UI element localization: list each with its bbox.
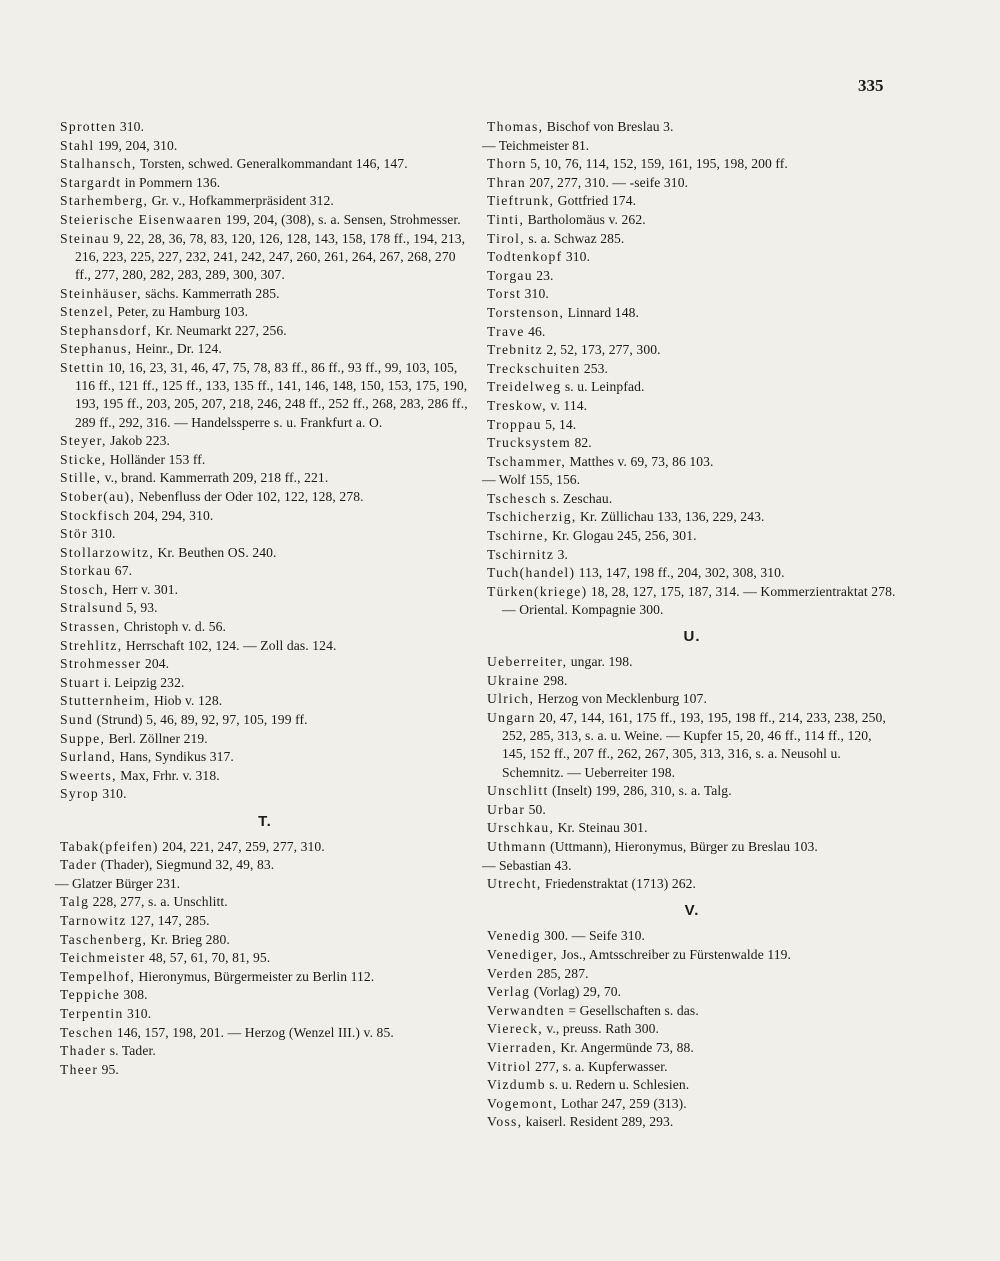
section-heading: V. — [684, 902, 700, 920]
index-entry — [487, 174, 897, 192]
index-references: 310. — [127, 1005, 152, 1021]
index-headword: Storkau — [60, 563, 112, 579]
index-entry — [487, 583, 897, 619]
index-references: Lothar 247, 259 (313). — [561, 1095, 687, 1111]
index-entry — [60, 785, 470, 803]
index-headword: Tader — [60, 857, 98, 873]
index-entry — [487, 323, 897, 341]
index-headword: Tieftrunk, — [487, 193, 555, 209]
index-references: 18, 28, 127, 175, 187, 314. — Kommerzientraktat 278. — Oriental. Kompagnie 300. — [502, 583, 896, 618]
index-references: Linnard 148. — [567, 304, 639, 320]
index-references: 127, 147, 285. — [130, 913, 210, 928]
index-references: Christoph v. d. 56. — [123, 619, 227, 635]
index-references: 204, 294, 310. — [133, 507, 214, 523]
index-headword: Strassen, — [60, 619, 121, 635]
index-headword: Torgau — [487, 267, 533, 283]
index-references: Kr. Brieg 280. — [150, 931, 230, 947]
index-references: Hans, Syndikus 317. — [119, 749, 234, 765]
index-subentry: — Teichmeister 81. — [482, 137, 590, 153]
index-headword: Syrop — [60, 786, 99, 802]
index-headword: Verwandten — [487, 1002, 565, 1018]
index-headword: Urschkau, — [487, 820, 555, 836]
index-references: (Vorlag) 29, 70. — [533, 984, 622, 1000]
index-headword: Voss, — [487, 1114, 523, 1130]
index-headword: Sprotten — [60, 119, 117, 134]
index-headword: Stober(au), — [60, 488, 136, 504]
index-references: Friedenstraktat (1713) 262. — [544, 876, 697, 892]
index-entry — [487, 285, 897, 303]
index-headword: Unschlitt — [487, 783, 549, 799]
index-references: 310. — [91, 526, 116, 542]
index-entry — [60, 562, 470, 580]
index-references: 310. — [119, 119, 145, 134]
index-headword: Stargardt — [60, 174, 122, 190]
index-entry — [60, 451, 470, 469]
index-entry — [487, 564, 897, 582]
index-headword: Ungarn — [487, 710, 536, 726]
index-headword: Verlag — [487, 984, 531, 1000]
index-headword: Terpentin — [60, 1005, 124, 1021]
index-headword: Troppau — [487, 416, 542, 432]
index-references: Peter, zu Hamburg 103. — [117, 304, 249, 320]
index-headword: Teschen — [60, 1024, 114, 1040]
index-references: Nebenfluss der Oder 102, 122, 128, 278. — [138, 488, 364, 504]
index-headword: Teichmeister — [60, 950, 146, 966]
index-references: Matthes v. 69, 73, 86 103. — [569, 453, 714, 469]
index-references: 5, 93. — [126, 600, 158, 616]
index-headword: Vogemont, — [487, 1095, 558, 1111]
index-references: 204. — [144, 656, 170, 672]
index-headword: Tuch(handel) — [487, 565, 576, 581]
index-headword: Stephanus, — [60, 341, 133, 357]
index-references: 48, 57, 61, 70, 81, 95. — [149, 950, 271, 966]
index-subentry: — Sebastian 43. — [482, 857, 572, 873]
index-references: v., preuss. Rath 300. — [546, 1021, 660, 1037]
index-headword: Thran — [487, 174, 526, 190]
index-entry — [60, 469, 470, 487]
index-references: 67. — [114, 563, 133, 579]
index-references: i. Leipzig 232. — [103, 674, 185, 690]
index-entry — [487, 1039, 897, 1057]
index-references: Herzog von Mecklenburg 107. — [537, 691, 707, 707]
index-references: 308. — [123, 987, 148, 1003]
index-column-right — [482, 118, 897, 1132]
index-subentry: — Wolf 155, 156. — [482, 472, 580, 488]
index-references: 5, 10, 76, 114, 152, 159, 161, 195, 198, 200 ff. — [530, 156, 788, 172]
index-column-left — [55, 118, 470, 1079]
index-entry — [487, 527, 897, 545]
index-entry — [60, 303, 470, 321]
index-references: s. u. Redern u. Schlesien. — [549, 1077, 690, 1093]
index-headword: Stettin — [60, 359, 105, 375]
index-references: 310. — [102, 786, 127, 802]
index-entry — [487, 192, 897, 210]
index-headword: Sund — [60, 712, 94, 728]
index-entry — [60, 599, 470, 617]
index-references: 253. — [583, 360, 609, 376]
index-headword: Uthmann — [487, 839, 547, 855]
index-entry — [60, 931, 470, 949]
index-entry — [487, 1002, 897, 1020]
index-headword: Ukraine — [487, 672, 540, 688]
index-headword: Utrecht, — [487, 876, 542, 892]
index-references: Jos., Amtsschreiber zu Fürstenwalde 119. — [561, 947, 792, 962]
index-references: Herrschaft 102, 124. — Zoll das. 124. — [125, 637, 337, 653]
index-entry — [60, 730, 470, 748]
index-entry — [60, 322, 470, 340]
index-entry — [487, 838, 897, 856]
index-entry — [60, 525, 470, 543]
index-references: (Inselt) 199, 286, 310, s. a. Talg. — [551, 783, 732, 799]
index-references: Hieronymus, Bürgermeister zu Berlin 112. — [138, 968, 375, 984]
index-entry — [60, 637, 470, 655]
index-headword: Sticke, — [60, 451, 107, 467]
index-entry — [60, 986, 470, 1004]
index-references: 2, 52, 173, 277, 300. — [546, 342, 661, 358]
index-headword: Surland, — [60, 749, 117, 765]
index-entry — [60, 1005, 470, 1023]
index-references: Bischof von Breslau 3. — [546, 119, 674, 134]
index-references: Heinr., Dr. 124. — [135, 341, 222, 357]
index-headword: Talg — [60, 894, 90, 910]
index-references: Hiob v. 128. — [153, 693, 223, 709]
index-headword: Tschesch — [487, 490, 548, 506]
index-entry — [487, 508, 897, 526]
index-headword: Suppe, — [60, 730, 106, 746]
index-entry — [60, 488, 470, 506]
index-entry — [60, 912, 470, 930]
index-entry — [60, 748, 470, 766]
index-headword: Torstenson, — [487, 304, 565, 320]
index-headword: Vierraden, — [487, 1039, 557, 1055]
index-headword: Tinti, — [487, 211, 525, 227]
index-references: Kr. Angermünde 73, 88. — [560, 1039, 694, 1055]
index-headword: Stralsund — [60, 600, 124, 616]
index-references: in Pommern 136. — [124, 174, 221, 190]
index-entry — [60, 949, 470, 967]
index-entry — [487, 801, 897, 819]
index-references: Kr. Glogau 245, 256, 301. — [552, 528, 697, 544]
index-entry — [487, 304, 897, 322]
index-entry — [487, 490, 897, 508]
index-references: 20, 47, 144, 161, 175 ff., 193, 195, 198 ff., 214, 233, 238, 250, 252, 285, 313, s. a. u. Weine. — Kupfer 15, 20, 46 ff., 114 ff., 120, 145, 152 ff., 207 ff., 262, 267, 305, 313, 316, s. a. Neusohl u. Schemnitz. — Ueberreiter 198. — [502, 710, 886, 780]
index-references: 46. — [528, 323, 546, 339]
index-references: Holländer 153 ff. — [109, 451, 206, 467]
index-entry — [487, 690, 897, 708]
index-references: Gottfried 174. — [557, 193, 637, 209]
index-entry — [487, 155, 897, 173]
index-references: 146, 157, 198, 201. — Herzog (Wenzel III.) v. 85. — [116, 1024, 394, 1040]
index-entry — [60, 581, 470, 599]
index-references: s. Tader. — [109, 1043, 156, 1059]
index-entry — [60, 137, 470, 155]
index-entry — [60, 618, 470, 636]
index-headword: Tschicherzig, — [487, 509, 577, 525]
index-headword: Stutternheim, — [60, 693, 151, 709]
index-references: 298. — [543, 672, 568, 688]
index-entry — [487, 819, 897, 837]
index-references: 285, 287. — [536, 965, 589, 981]
index-entry — [60, 211, 470, 229]
index-entry — [60, 767, 470, 785]
section-heading: T. — [258, 812, 272, 830]
index-references: (Strund) 5, 46, 89, 92, 97, 105, 199 ff. — [96, 712, 308, 728]
index-headword: Stenzel, — [60, 304, 114, 320]
index-entry — [487, 1095, 897, 1113]
index-references: Kr. Neumarkt 227, 256. — [155, 322, 287, 338]
index-headword: Tschammer, — [487, 453, 567, 469]
index-references: Herr v. 301. — [112, 581, 179, 597]
index-entry — [487, 397, 897, 415]
index-references: s. u. Leinpfad. — [564, 379, 645, 395]
index-entry — [487, 1058, 897, 1076]
index-headword: Theer — [60, 1061, 99, 1077]
index-entry — [60, 174, 470, 192]
index-entry — [487, 653, 897, 671]
index-headword: Tschirne, — [487, 528, 549, 544]
index-references: 310. — [565, 249, 591, 265]
index-headword: Torst — [487, 286, 522, 302]
index-entry — [60, 838, 470, 856]
index-entry — [487, 965, 897, 983]
index-entry — [60, 893, 470, 911]
index-headword: Strohmesser — [60, 656, 142, 672]
index-references: Kr. Beuthen OS. 240. — [157, 544, 277, 560]
index-entry — [487, 875, 897, 893]
index-references: 204, 221, 247, 259, 277, 310. — [162, 838, 325, 854]
index-headword: Stuart — [60, 674, 101, 690]
index-entry — [487, 1076, 897, 1094]
index-references: Berl. Zöllner 219. — [108, 730, 208, 746]
index-entry — [60, 1024, 470, 1042]
index-headword: Urbar — [487, 801, 526, 817]
index-headword: Steinhäuser, — [60, 285, 142, 301]
index-references: 50. — [528, 801, 546, 817]
index-references: 10, 16, 23, 31, 46, 47, 75, 78, 83 ff., 86 ff., 93 ff., 99, 103, 105, 116 ff., 121 ff., 125 ff., 133, 135 ff., 141, 146, 148, 150, 153, 175, 190, 193, 195 ff., 203, 205, 207, 218, 246, 248 ff., 252 ff., 268, 283, 286 ff., 289 ff., 292, 316. — Handelssperre s. u. Frankfurt a. O. — [75, 359, 468, 430]
index-references: 82. — [574, 435, 592, 451]
index-references: Bartholomäus v. 262. — [527, 211, 646, 227]
index-headword: Venediger, — [487, 947, 558, 962]
index-headword: Strehlitz, — [60, 637, 123, 653]
index-headword: Stosch, — [60, 581, 109, 597]
index-headword: Treidelweg — [487, 379, 562, 395]
index-headword: Stalhansch, — [60, 156, 137, 172]
index-references: 199, 204, 310. — [97, 137, 178, 153]
index-entry — [60, 692, 470, 710]
index-headword: Steinau — [60, 230, 110, 246]
index-entry — [60, 655, 470, 673]
index-references: v. 114. — [550, 397, 588, 413]
index-entry — [60, 856, 470, 874]
index-references: 3. — [557, 546, 568, 562]
index-entry — [487, 546, 897, 564]
index-entry — [487, 672, 897, 690]
index-subentry: — Glatzer Bürger 231. — [55, 875, 181, 891]
index-headword: Trebnitz — [487, 342, 543, 358]
index-headword: Tschirnitz — [487, 546, 555, 562]
index-entry — [487, 416, 897, 434]
index-entry — [487, 709, 897, 782]
index-headword: Stephansdorf, — [60, 322, 153, 338]
index-references: s. Zeschau. — [550, 490, 613, 506]
index-entry — [487, 434, 897, 452]
index-entry — [487, 946, 897, 964]
index-entry — [487, 378, 897, 396]
index-entry — [487, 1113, 897, 1131]
index-entry — [487, 211, 897, 229]
index-entry — [487, 1020, 897, 1038]
index-headword: Türken(kriege) — [487, 583, 588, 599]
index-references: ungar. 198. — [570, 654, 633, 670]
index-entry — [60, 155, 470, 173]
index-entry — [60, 968, 470, 986]
index-references: sächs. Kammerrath 285. — [145, 285, 280, 301]
index-references: 23. — [536, 267, 554, 283]
index-headword: Thorn — [487, 156, 527, 172]
index-entry — [487, 248, 897, 266]
index-headword: Stollarzowitz, — [60, 544, 155, 560]
index-references: Max, Frhr. v. 318. — [120, 767, 220, 783]
index-headword: Tabak(pfeifen) — [60, 838, 159, 854]
index-entry — [60, 711, 470, 729]
index-references: 9, 22, 28, 36, 78, 83, 120, 126, 128, 143, 158, 178 ff., 194, 213, 216, 223, 225, 227, 232, 241, 242, 247, 260, 261, 264, 267, 268, 270 ff., 277, 280, 282, 283, 289, 300, 307. — [75, 230, 466, 282]
index-headword: Venedig — [487, 928, 541, 944]
index-references: 300. — Seife 310. — [544, 928, 646, 944]
index-headword: Stockfisch — [60, 507, 131, 523]
index-entry — [60, 432, 470, 450]
index-headword: Steyer, — [60, 433, 107, 449]
index-headword: Todtenkopf — [487, 249, 563, 265]
index-headword: Tarnowitz — [60, 913, 127, 928]
index-headword: Trave — [487, 323, 525, 339]
index-entry — [60, 340, 470, 358]
index-references: 113, 147, 198 ff., 204, 302, 308, 310. — [578, 565, 785, 581]
index-headword: Vitriol — [487, 1058, 532, 1074]
index-references: Torsten, schwed. Generalkommandant 146, 147. — [140, 156, 408, 172]
index-entry — [60, 359, 470, 432]
index-headword: Thader — [60, 1043, 107, 1059]
index-headword: Sweerts, — [60, 767, 117, 783]
page-number: 335 — [858, 76, 884, 95]
index-entry — [487, 983, 897, 1001]
index-references: kaiserl. Resident 289, 293. — [525, 1114, 674, 1130]
index-headword: Tempelhof, — [60, 968, 136, 984]
index-entry — [60, 285, 470, 303]
index-headword: Ulrich, — [487, 691, 535, 707]
index-entry — [487, 927, 897, 945]
index-headword: Thomas, — [487, 119, 544, 134]
index-entry — [60, 507, 470, 525]
index-references: 310. — [524, 286, 549, 302]
index-headword: Verden — [487, 965, 534, 981]
index-references: 5, 14. — [545, 416, 577, 432]
index-entry — [487, 341, 897, 359]
index-entry — [60, 544, 470, 562]
index-entry — [487, 230, 897, 248]
index-references: 207, 277, 310. — -seife 310. — [529, 174, 689, 190]
index-entry — [60, 1042, 470, 1060]
index-headword: Tirol, — [487, 230, 525, 246]
index-references: 199, 204, (308), s. a. Sensen, Strohmesser. — [225, 211, 461, 227]
index-entry — [487, 118, 897, 136]
index-references: s. a. Schwaz 285. — [528, 230, 625, 246]
index-headword: Viereck, — [487, 1021, 543, 1037]
index-entry — [60, 230, 470, 285]
index-entry — [487, 360, 897, 378]
index-entry — [60, 1061, 470, 1079]
index-entry — [60, 674, 470, 692]
index-references: Gr. v., Hofkammerpräsident 312. — [151, 193, 334, 209]
index-references: = Gesellschaften s. das. — [568, 1002, 699, 1018]
index-references: 228, 277, s. a. Unschlitt. — [92, 894, 228, 910]
index-headword: Starhemberg, — [60, 193, 149, 209]
index-entry — [487, 782, 897, 800]
index-headword: Taschenberg, — [60, 931, 148, 947]
index-headword: Stahl — [60, 137, 95, 153]
index-references: Jakob 223. — [110, 433, 170, 449]
index-headword: Steierische Eisenwaaren — [60, 211, 223, 227]
index-references: Kr. Steinau 301. — [557, 820, 648, 836]
index-entry — [487, 267, 897, 285]
index-headword: Treckschuiten — [487, 360, 581, 376]
index-entry — [60, 192, 470, 210]
index-references: Kr. Züllichau 133, 136, 229, 243. — [579, 509, 765, 525]
section-heading: U. — [683, 628, 701, 646]
index-headword: Stör — [60, 526, 88, 542]
index-headword: Trucksystem — [487, 435, 572, 451]
index-references: v., brand. Kammerrath 209, 218 ff., 221. — [104, 470, 329, 486]
index-references: 95. — [101, 1061, 119, 1077]
index-references: 277, s. a. Kupferwasser. — [534, 1058, 668, 1074]
index-headword: Vizdumb — [487, 1077, 546, 1093]
index-entry — [487, 453, 897, 471]
index-headword: Ueberreiter, — [487, 654, 568, 670]
index-references: (Uttmann), Hieronymus, Bürger zu Breslau 103. — [550, 839, 818, 855]
index-entry — [60, 118, 470, 136]
index-headword: Treskow, — [487, 397, 548, 413]
index-references: (Thader), Siegmund 32, 49, 83. — [100, 857, 275, 873]
index-headword: Stille, — [60, 470, 102, 486]
index-headword: Teppiche — [60, 987, 121, 1003]
